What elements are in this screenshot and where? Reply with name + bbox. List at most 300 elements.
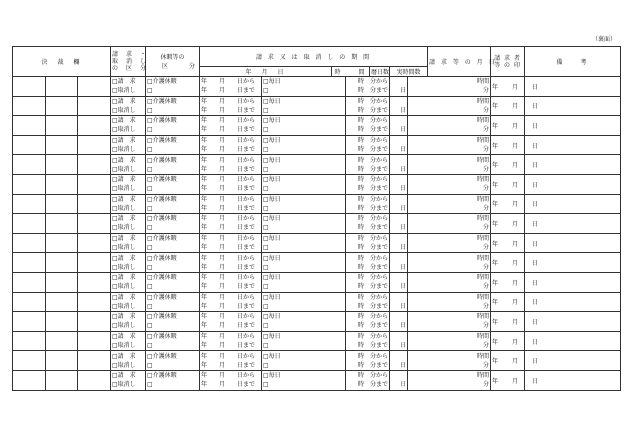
daily-cell[interactable] <box>262 96 346 116</box>
request-date-cell[interactable] <box>491 155 543 175</box>
other-leave-checkbox-label[interactable]: □ <box>147 204 153 212</box>
request-date-cell[interactable] <box>491 194 543 214</box>
other-day-checkbox-label[interactable]: □ <box>263 381 269 389</box>
leave-type-cell[interactable] <box>146 194 200 214</box>
period-time-cell[interactable] <box>346 155 390 175</box>
other-leave-checkbox-label[interactable]: □ <box>147 361 153 369</box>
cancel-checkbox-label[interactable]: □取消し <box>112 361 136 369</box>
request-date-cell[interactable] <box>491 331 543 351</box>
cancel-checkbox-label[interactable]: □取消し <box>112 263 136 271</box>
cancel-checkbox-label[interactable]: □取消し <box>112 87 136 95</box>
days-unit: 日 <box>399 185 406 193</box>
calendar-days-cell[interactable] <box>390 214 408 234</box>
actual-hours-cell[interactable] <box>408 194 491 214</box>
other-day-checkbox-label[interactable]: □ <box>263 185 269 193</box>
request-checkbox-label[interactable]: □請 求 <box>112 254 136 262</box>
period-date-cell[interactable] <box>200 233 262 253</box>
every-day-checkbox-label[interactable]: □毎日 <box>263 274 281 282</box>
care-leave-checkbox-label[interactable]: □介護休暇 <box>147 97 177 105</box>
approval-cell[interactable] <box>13 174 111 194</box>
period-time-cell[interactable] <box>346 96 390 116</box>
every-day-checkbox-label[interactable]: □毎日 <box>263 137 281 145</box>
every-day-checkbox-label[interactable]: □毎日 <box>263 176 281 184</box>
request-date-text: 年 月 日 <box>492 142 543 150</box>
daily-cell[interactable] <box>262 370 346 390</box>
approval-cell[interactable] <box>13 214 111 234</box>
time-from-text: 時 分から <box>357 137 388 145</box>
approval-cell[interactable] <box>13 312 111 332</box>
actual-hours-cell[interactable] <box>408 116 491 136</box>
approval-cell[interactable] <box>13 77 111 97</box>
actual-hours-cell[interactable] <box>408 77 491 97</box>
every-day-checkbox-label[interactable]: □毎日 <box>263 235 281 243</box>
actual-hours-cell[interactable] <box>408 292 491 312</box>
daily-cell[interactable] <box>262 77 346 97</box>
request-checkbox-label[interactable]: □請 求 <box>112 293 136 301</box>
actual-hours-cell[interactable] <box>408 233 491 253</box>
request-type-cell[interactable] <box>111 331 146 351</box>
other-day-checkbox-label[interactable]: □ <box>263 204 269 212</box>
period-time-cell[interactable] <box>346 292 390 312</box>
leave-type-cell[interactable] <box>146 331 200 351</box>
request-checkbox-label[interactable]: □請 求 <box>112 235 136 243</box>
other-day-checkbox-label[interactable]: □ <box>263 165 269 173</box>
period-date-cell[interactable] <box>200 272 262 292</box>
actual-hours-cell[interactable] <box>408 351 491 371</box>
days-unit: 日 <box>399 106 406 114</box>
period-time-cell[interactable] <box>346 116 390 136</box>
other-leave-checkbox-label[interactable]: □ <box>147 263 153 271</box>
leave-type-cell[interactable] <box>146 370 200 390</box>
every-day-checkbox-label[interactable]: □毎日 <box>263 352 281 360</box>
request-type-cell[interactable] <box>111 214 146 234</box>
care-leave-checkbox-label[interactable]: □介護休暇 <box>147 137 177 145</box>
leave-type-cell[interactable] <box>146 253 200 273</box>
request-checkbox-label[interactable]: □請 求 <box>112 313 136 321</box>
daily-cell[interactable] <box>262 194 346 214</box>
daily-cell[interactable] <box>262 331 346 351</box>
requester-seal-header <box>491 47 525 77</box>
actual-hours-cell[interactable] <box>408 331 491 351</box>
calendar-days-cell[interactable] <box>390 312 408 332</box>
leave-type-header <box>146 47 200 77</box>
every-day-checkbox-label[interactable]: □毎日 <box>263 117 281 125</box>
period-date-cell[interactable] <box>200 292 262 312</box>
actual-hours-cell[interactable] <box>408 214 491 234</box>
care-leave-checkbox-label[interactable]: □介護休暇 <box>147 117 177 125</box>
daily-cell[interactable] <box>262 135 346 155</box>
request-date-header: 請 求 等 の 月 日 <box>428 47 491 77</box>
calendar-days-cell[interactable] <box>390 174 408 194</box>
date-to-text: 年 月 日まで <box>201 322 256 330</box>
request-checkbox-label[interactable]: □請 求 <box>112 195 136 203</box>
other-leave-checkbox-label[interactable]: □ <box>147 244 153 252</box>
cancel-checkbox-label[interactable]: □取消し <box>112 224 136 232</box>
cancel-checkbox-label[interactable]: □取消し <box>112 106 136 114</box>
cancel-checkbox-label[interactable]: □取消し <box>112 244 136 252</box>
request-checkbox-label[interactable]: □請 求 <box>112 78 136 86</box>
actual-hours-cell[interactable] <box>408 155 491 175</box>
actual-hours-cell[interactable] <box>408 370 491 390</box>
date-to-text: 年 月 日まで <box>201 342 256 350</box>
other-day-checkbox-label[interactable]: □ <box>263 146 269 154</box>
leave-type-cell[interactable] <box>146 214 200 234</box>
hours-unit: 時間 <box>477 293 490 301</box>
other-day-checkbox-label[interactable]: □ <box>263 106 269 114</box>
approval-cell[interactable] <box>13 116 111 136</box>
table-row <box>13 214 621 234</box>
days-unit: 日 <box>399 126 406 134</box>
period-date-cell[interactable] <box>200 351 262 371</box>
period-date-cell[interactable] <box>200 312 262 332</box>
every-day-checkbox-label[interactable]: □毎日 <box>263 156 281 164</box>
calendar-days-cell[interactable] <box>390 77 408 97</box>
request-type-cell[interactable] <box>111 233 146 253</box>
period-time-cell[interactable] <box>346 331 390 351</box>
cancel-checkbox-label[interactable]: □取消し <box>112 322 136 330</box>
every-day-checkbox-label[interactable]: □毎日 <box>263 215 281 223</box>
hours-unit: 時間 <box>477 333 490 341</box>
other-day-checkbox-label[interactable]: □ <box>263 126 269 134</box>
period-time-cell[interactable] <box>346 312 390 332</box>
other-day-checkbox-label[interactable]: □ <box>263 322 269 330</box>
request-date-cell[interactable] <box>491 96 543 116</box>
request-date-text: 年 月 日 <box>492 220 543 228</box>
leave-type-cell[interactable] <box>146 351 200 371</box>
other-leave-checkbox-label[interactable]: □ <box>147 146 153 154</box>
request-type-cell[interactable] <box>111 77 146 97</box>
request-date-cell[interactable] <box>491 370 543 390</box>
minutes-unit: 分 <box>483 224 490 232</box>
table-row <box>13 331 621 351</box>
other-leave-checkbox-label[interactable]: □ <box>147 283 153 291</box>
cancel-checkbox-label[interactable]: □取消し <box>112 126 136 134</box>
request-checkbox-label[interactable]: □請 求 <box>112 176 136 184</box>
leave-type-cell[interactable] <box>146 135 200 155</box>
hours-unit: 時間 <box>477 176 490 184</box>
calendar-days-cell[interactable] <box>390 331 408 351</box>
request-checkbox-label[interactable]: □請 求 <box>112 333 136 341</box>
time-from-text: 時 分から <box>357 352 388 360</box>
other-leave-checkbox-label[interactable]: □ <box>147 87 153 95</box>
time-from-text: 時 分から <box>357 176 388 184</box>
period-date-cell[interactable] <box>200 331 262 351</box>
request-type-cell[interactable] <box>111 370 146 390</box>
period-time-cell[interactable] <box>346 77 390 97</box>
every-day-checkbox-label[interactable]: □毎日 <box>263 293 281 301</box>
time-from-text: 時 分から <box>357 235 388 243</box>
cancel-checkbox-label[interactable]: □取消し <box>112 146 136 154</box>
every-day-checkbox-label[interactable]: □毎日 <box>263 78 281 86</box>
approval-cell[interactable] <box>13 155 111 175</box>
other-day-checkbox-label[interactable]: □ <box>263 263 269 271</box>
date-to-text: 年 月 日まで <box>201 165 256 173</box>
request-type-cell[interactable] <box>111 292 146 312</box>
every-day-checkbox-label[interactable]: □毎日 <box>263 313 281 321</box>
care-leave-checkbox-label[interactable]: □介護休暇 <box>147 293 177 301</box>
calendar-days-cell[interactable] <box>390 155 408 175</box>
approval-cell[interactable] <box>13 351 111 371</box>
request-date-cell[interactable] <box>491 233 543 253</box>
other-day-checkbox-label[interactable]: □ <box>263 244 269 252</box>
date-to-text: 年 月 日まで <box>201 244 256 252</box>
time-from-text: 時 分から <box>357 333 388 341</box>
request-date-text: 年 月 日 <box>492 260 543 268</box>
period-date-cell[interactable] <box>200 253 262 273</box>
period-date-cell[interactable] <box>200 370 262 390</box>
care-leave-checkbox-label[interactable]: □介護休暇 <box>147 254 177 262</box>
request-date-cell[interactable] <box>491 253 543 273</box>
request-date-cell[interactable] <box>491 214 543 234</box>
calendar-days-cell[interactable] <box>390 116 408 136</box>
leave-type-cell[interactable] <box>146 174 200 194</box>
calendar-days-subheader: 暦日数 <box>370 67 390 77</box>
remarks-header: 備 考 <box>525 47 621 77</box>
other-leave-checkbox-label[interactable]: □ <box>147 185 153 193</box>
daily-cell[interactable] <box>262 155 346 175</box>
hours-unit: 時間 <box>477 78 490 86</box>
care-leave-checkbox-label[interactable]: □介護休暇 <box>147 176 177 184</box>
care-leave-checkbox-label[interactable]: □介護休暇 <box>147 156 177 164</box>
leave-type-cell[interactable] <box>146 312 200 332</box>
date-to-text: 年 月 日まで <box>201 106 256 114</box>
table-row <box>13 116 621 136</box>
hours-unit: 時間 <box>477 372 490 380</box>
care-leave-request-table <box>12 46 621 391</box>
period-date-cell[interactable] <box>200 194 262 214</box>
calendar-days-cell[interactable] <box>390 233 408 253</box>
date-from-text: 年 月 日から <box>201 176 256 184</box>
period-date-cell[interactable] <box>200 155 262 175</box>
period-date-cell[interactable] <box>200 77 262 97</box>
minutes-unit: 分 <box>483 126 490 134</box>
requester-seal-header-line1: 請 求 者 <box>494 54 521 62</box>
date-to-text: 年 月 日まで <box>201 126 256 134</box>
minutes-unit: 分 <box>483 146 490 154</box>
minutes-unit: 分 <box>483 381 490 389</box>
daily-cell[interactable] <box>262 312 346 332</box>
period-date-cell[interactable] <box>200 116 262 136</box>
cancel-checkbox-label[interactable]: □取消し <box>112 165 136 173</box>
period-date-cell[interactable] <box>200 214 262 234</box>
request-date-text: 年 月 日 <box>492 338 543 346</box>
request-type-cell[interactable] <box>111 135 146 155</box>
request-date-cell[interactable] <box>491 174 543 194</box>
every-day-checkbox-label[interactable]: □毎日 <box>263 195 281 203</box>
every-day-checkbox-label[interactable]: □毎日 <box>263 372 281 380</box>
other-leave-checkbox-label[interactable]: □ <box>147 381 153 389</box>
other-leave-checkbox-label[interactable]: □ <box>147 302 153 310</box>
leave-type-cell[interactable] <box>146 155 200 175</box>
approval-cell[interactable] <box>13 331 111 351</box>
table-row <box>13 96 621 116</box>
request-date-cell[interactable] <box>491 351 543 371</box>
time-from-text: 時 分から <box>357 117 388 125</box>
request-date-cell[interactable] <box>491 116 543 136</box>
calendar-days-cell[interactable] <box>390 135 408 155</box>
request-date-cell[interactable] <box>491 77 543 97</box>
cancel-checkbox-label[interactable]: □取消し <box>112 283 136 291</box>
cancel-checkbox-label[interactable]: □取消し <box>112 381 136 389</box>
care-leave-checkbox-label[interactable]: □介護休暇 <box>147 372 177 380</box>
period-time-cell[interactable] <box>346 135 390 155</box>
care-leave-checkbox-label[interactable]: □介護休暇 <box>147 78 177 86</box>
other-day-checkbox-label[interactable]: □ <box>263 361 269 369</box>
period-time-cell[interactable] <box>346 253 390 273</box>
calendar-days-cell[interactable] <box>390 370 408 390</box>
daily-cell[interactable] <box>262 214 346 234</box>
other-day-checkbox-label[interactable]: □ <box>263 87 269 95</box>
daily-cell[interactable] <box>262 116 346 136</box>
every-day-checkbox-label[interactable]: □毎日 <box>263 333 281 341</box>
leave-type-cell[interactable] <box>146 292 200 312</box>
time-to-text: 時 分まで <box>357 361 388 369</box>
other-leave-checkbox-label[interactable]: □ <box>147 224 153 232</box>
daily-cell[interactable] <box>262 174 346 194</box>
request-checkbox-label[interactable]: □請 求 <box>112 352 136 360</box>
approval-cell[interactable] <box>13 292 111 312</box>
request-type-cell[interactable] <box>111 312 146 332</box>
hours-unit: 時間 <box>477 235 490 243</box>
other-leave-checkbox-label[interactable]: □ <box>147 165 153 173</box>
other-day-checkbox-label[interactable]: □ <box>263 283 269 291</box>
approval-column-header: 決 裁 欄 <box>13 47 111 77</box>
table-row <box>13 253 621 273</box>
care-leave-checkbox-label[interactable]: □介護休暇 <box>147 215 177 223</box>
actual-hours-cell[interactable] <box>408 312 491 332</box>
request-type-cell[interactable] <box>111 253 146 273</box>
request-date-cell[interactable] <box>491 312 543 332</box>
period-date-cell[interactable] <box>200 96 262 116</box>
daily-cell[interactable] <box>262 253 346 273</box>
care-leave-checkbox-label[interactable]: □介護休暇 <box>147 274 177 282</box>
care-leave-checkbox-label[interactable]: □介護休暇 <box>147 195 177 203</box>
approval-cell[interactable] <box>13 135 111 155</box>
cancel-checkbox-label[interactable]: □取消し <box>112 185 136 193</box>
approval-cell[interactable] <box>13 233 111 253</box>
period-time-cell[interactable] <box>346 194 390 214</box>
care-leave-checkbox-label[interactable]: □介護休暇 <box>147 333 177 341</box>
request-date-cell[interactable] <box>491 135 543 155</box>
cancel-checkbox-label[interactable]: □取消し <box>112 342 136 350</box>
requester-seal-header-line2: 等 の 印 <box>494 61 521 69</box>
period-date-cell[interactable] <box>200 135 262 155</box>
date-from-text: 年 月 日から <box>201 195 256 203</box>
other-day-checkbox-label[interactable]: □ <box>263 302 269 310</box>
request-type-cell[interactable] <box>111 116 146 136</box>
other-leave-checkbox-label[interactable]: □ <box>147 126 153 134</box>
approval-cell[interactable] <box>13 253 111 273</box>
date-from-text: 年 月 日から <box>201 137 256 145</box>
table-row <box>13 233 621 253</box>
request-type-cell[interactable] <box>111 155 146 175</box>
actual-hours-cell[interactable] <box>408 174 491 194</box>
leave-type-cell[interactable] <box>146 116 200 136</box>
period-time-cell[interactable] <box>346 214 390 234</box>
leave-type-cell[interactable] <box>146 272 200 292</box>
actual-hours-cell[interactable] <box>408 96 491 116</box>
actual-hours-cell[interactable] <box>408 253 491 273</box>
daily-cell[interactable] <box>262 233 346 253</box>
approval-cell[interactable] <box>13 272 111 292</box>
request-checkbox-label[interactable]: □請 求 <box>112 117 136 125</box>
other-day-checkbox-label[interactable]: □ <box>263 342 269 350</box>
period-time-cell[interactable] <box>346 370 390 390</box>
other-leave-checkbox-label[interactable]: □ <box>147 342 153 350</box>
daily-cell[interactable] <box>262 292 346 312</box>
time-to-text: 時 分まで <box>357 322 388 330</box>
other-leave-checkbox-label[interactable]: □ <box>147 322 153 330</box>
date-subheader: 年 月 日 <box>200 67 332 77</box>
request-checkbox-label[interactable]: □請 求 <box>112 156 136 164</box>
time-from-text: 時 分から <box>357 195 388 203</box>
cancel-checkbox-label[interactable]: □取消し <box>112 204 136 212</box>
request-date-text: 年 月 日 <box>492 240 543 248</box>
calendar-days-cell[interactable] <box>390 351 408 371</box>
period-time-cell[interactable] <box>346 351 390 371</box>
other-leave-checkbox-label[interactable]: □ <box>147 106 153 114</box>
care-leave-checkbox-label[interactable]: □介護休暇 <box>147 313 177 321</box>
days-unit: 日 <box>399 381 406 389</box>
calendar-days-cell[interactable] <box>390 96 408 116</box>
request-checkbox-label[interactable]: □請 求 <box>112 274 136 282</box>
care-leave-checkbox-label[interactable]: □介護休暇 <box>147 352 177 360</box>
every-day-checkbox-label[interactable]: □毎日 <box>263 97 281 105</box>
care-leave-checkbox-label[interactable]: □介護休暇 <box>147 235 177 243</box>
every-day-checkbox-label[interactable]: □毎日 <box>263 254 281 262</box>
request-date-text: 年 月 日 <box>492 122 543 130</box>
daily-cell[interactable] <box>262 272 346 292</box>
calendar-days-cell[interactable] <box>390 194 408 214</box>
table-row <box>13 272 621 292</box>
time-from-text: 時 分から <box>357 156 388 164</box>
minutes-unit: 分 <box>483 302 490 310</box>
request-type-cell[interactable] <box>111 351 146 371</box>
other-day-checkbox-label[interactable]: □ <box>263 224 269 232</box>
period-date-cell[interactable] <box>200 174 262 194</box>
request-type-cell[interactable] <box>111 174 146 194</box>
date-from-text: 年 月 日から <box>201 117 256 125</box>
leave-type-cell[interactable] <box>146 77 200 97</box>
cancel-checkbox-label[interactable]: □取消し <box>112 302 136 310</box>
request-checkbox-label[interactable]: □請 求 <box>112 372 136 380</box>
period-time-cell[interactable] <box>346 233 390 253</box>
days-unit: 日 <box>399 361 406 369</box>
actual-hours-cell[interactable] <box>408 272 491 292</box>
period-time-cell[interactable] <box>346 174 390 194</box>
daily-cell[interactable] <box>262 351 346 371</box>
days-unit: 日 <box>399 244 406 252</box>
calendar-days-cell[interactable] <box>390 253 408 273</box>
request-checkbox-label[interactable]: □請 求 <box>112 137 136 145</box>
request-checkbox-label[interactable]: □請 求 <box>112 215 136 223</box>
leave-type-cell[interactable] <box>146 233 200 253</box>
approval-cell[interactable] <box>13 194 111 214</box>
approval-cell[interactable] <box>13 96 111 116</box>
request-type-cell[interactable] <box>111 96 146 116</box>
request-date-cell[interactable] <box>491 292 543 312</box>
request-checkbox-label[interactable]: □請 求 <box>112 97 136 105</box>
period-time-cell[interactable] <box>346 272 390 292</box>
actual-hours-cell[interactable] <box>408 135 491 155</box>
request-type-cell[interactable] <box>111 194 146 214</box>
request-type-cell[interactable] <box>111 272 146 292</box>
approval-cell[interactable] <box>13 370 111 390</box>
calendar-days-cell[interactable] <box>390 292 408 312</box>
request-date-cell[interactable] <box>491 272 543 292</box>
leave-type-cell[interactable] <box>146 96 200 116</box>
calendar-days-cell[interactable] <box>390 272 408 292</box>
